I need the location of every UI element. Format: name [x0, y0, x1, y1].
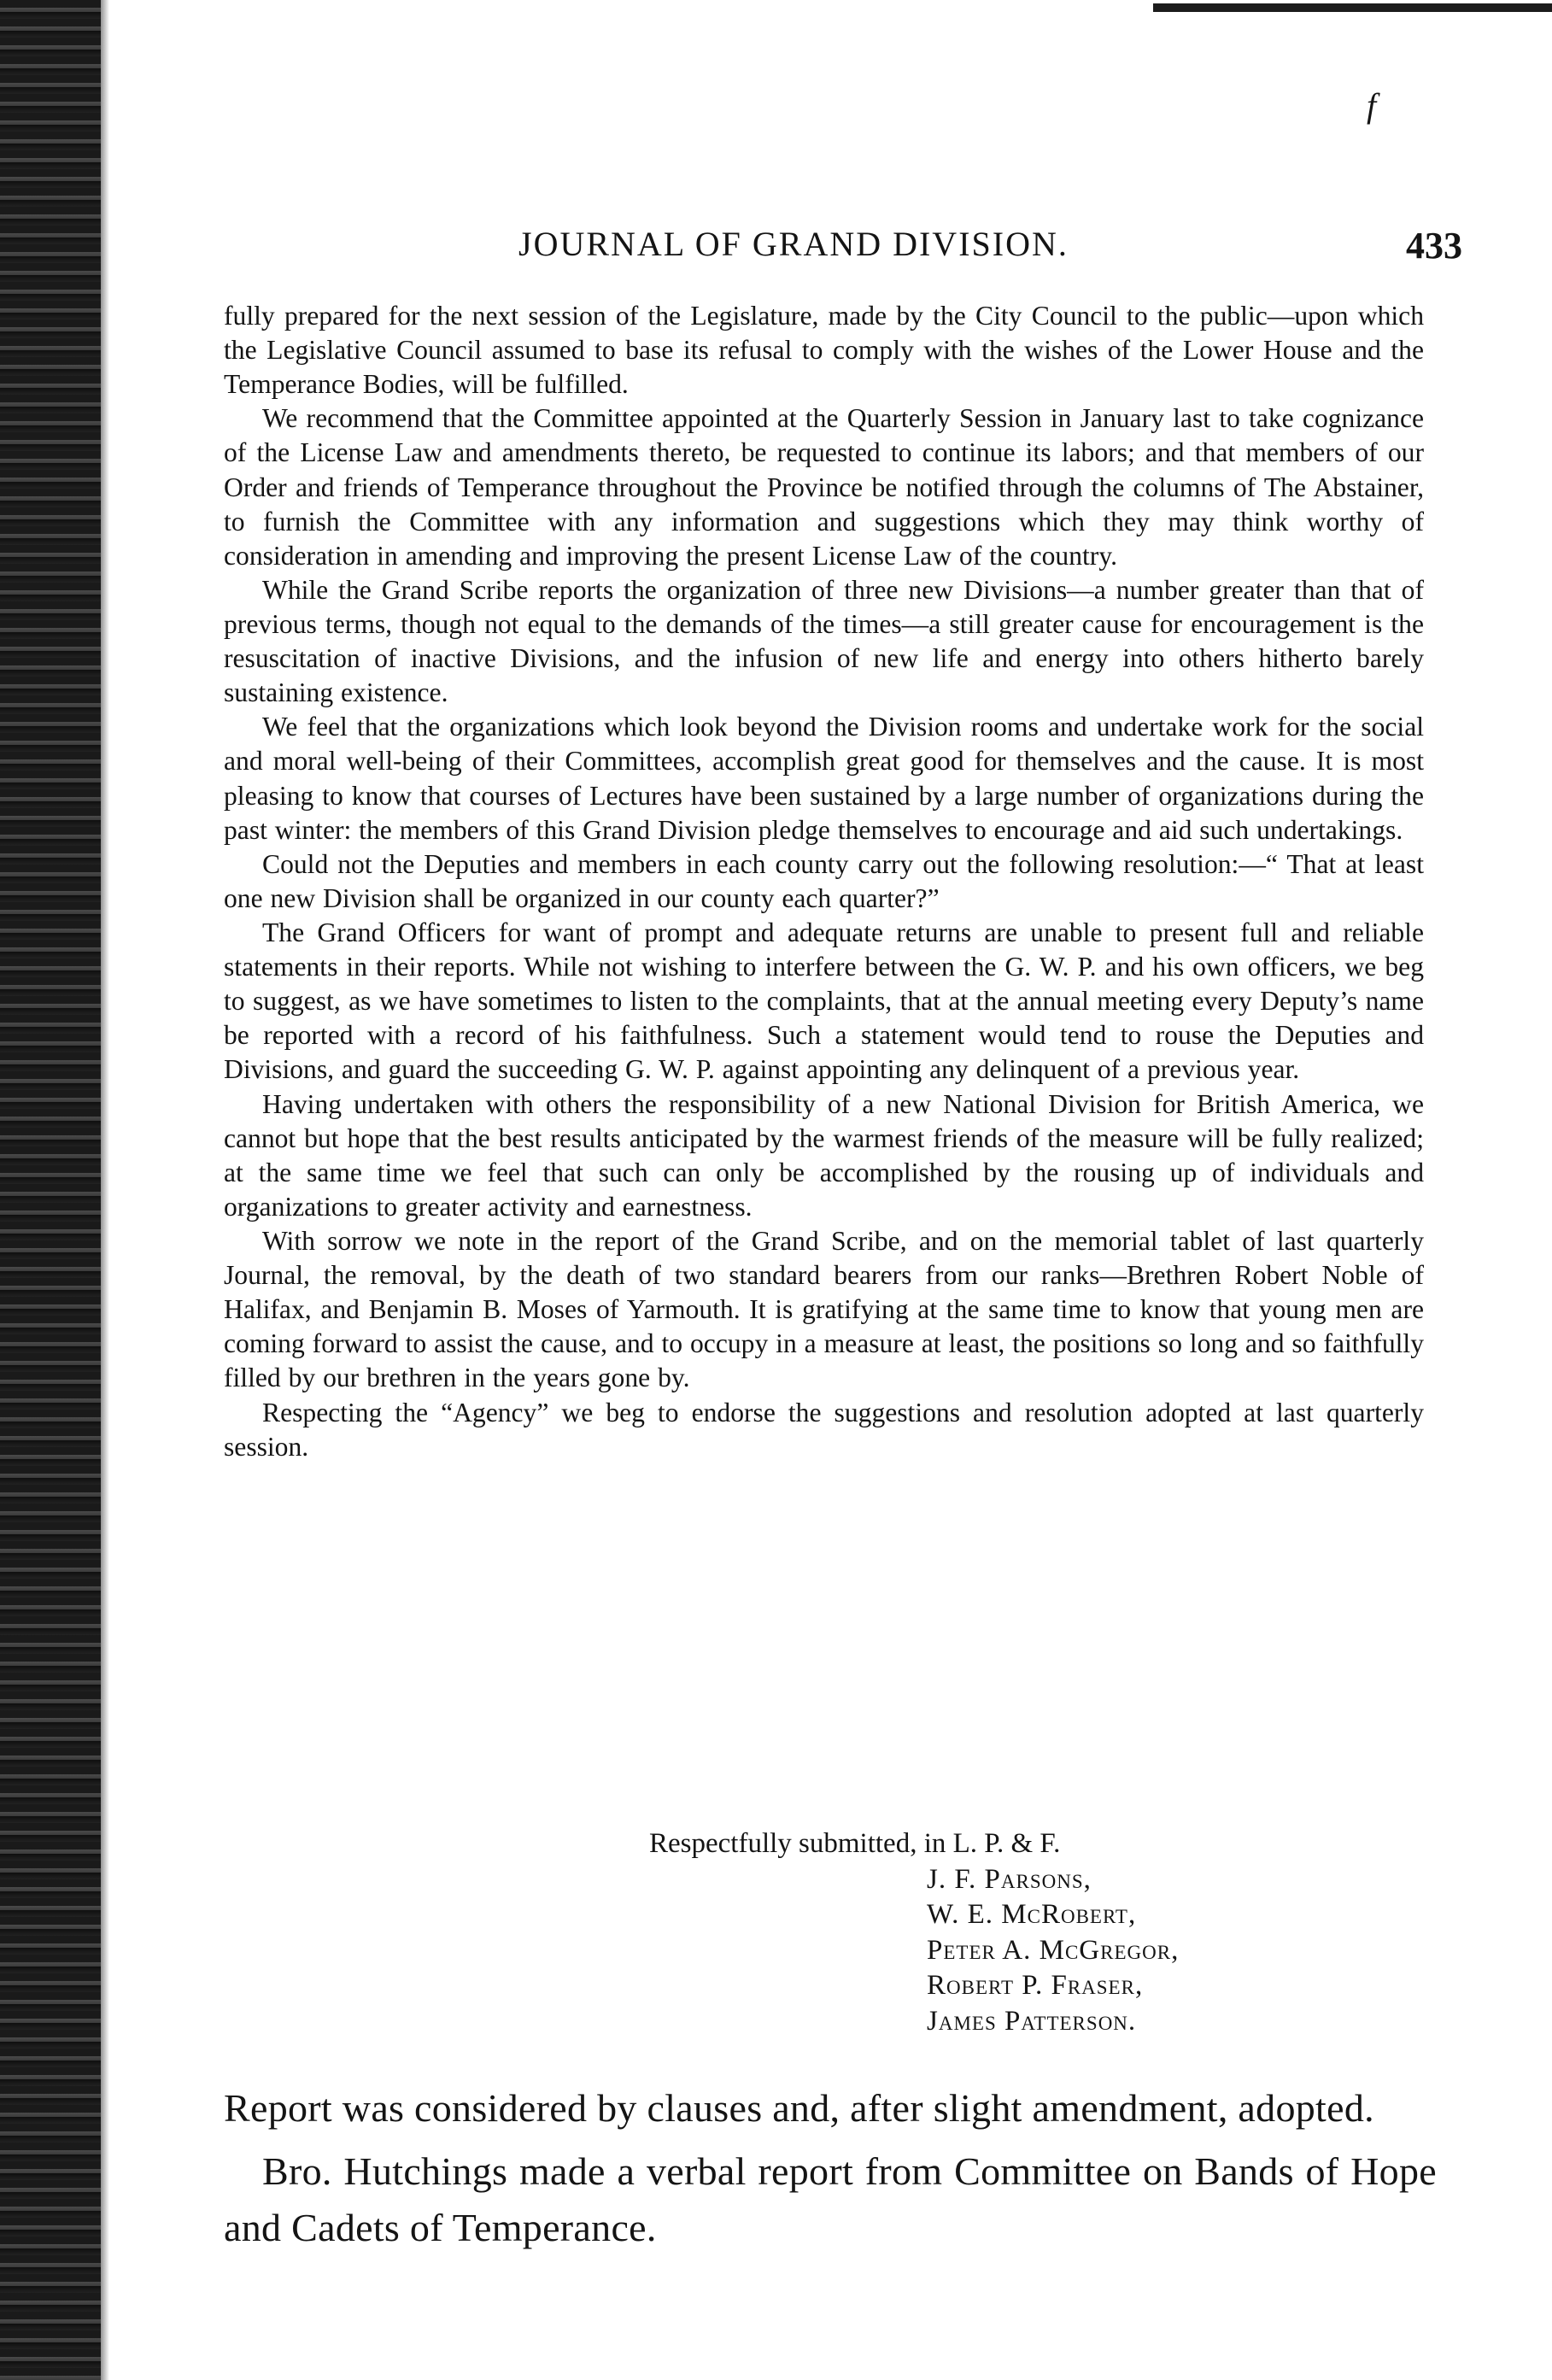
paragraph: The Grand Officers for want of prompt and adequate returns are unable to present full and reliable statements in their reports. While not wishing to interfere between the G. W. P. and his own officers, we beg to suggest, as we have sometimes to listen to the complaints, that at the annual meeting every Deputy’s name be reported with a record of his faithfulness. Such a statement would tend to rouse the Deputies and Divisions, and guard the succeeding G. W. P. against appointing any delinquent of a previous year. [224, 917, 1424, 1085]
paragraph: We recommend that the Committee appointed at the Quarterly Session in January last to take cognizance of the License Law and amendments thereto, be requested to continue its labors; and that members of our Order and friends of Temperance throughout the Province be notified through the columns of The Abstainer, to furnish the Committee with any information and suggestions which they may think worthy of consideration in amending and improving the present License Law of the country. [224, 403, 1424, 571]
report-body [224, 299, 1424, 1464]
paragraph: While the Grand Scribe reports the organization of three new Divisions—a number greater than that of previous terms, though not equal to the demands of the times—a still greater cause for encouragement is the resuscitation of inactive Divisions, and the infusion of new life and energy into others hitherto barely sustaining existence. [224, 574, 1424, 708]
paragraph: Respecting the “Agency” we beg to endorse the suggestions and resolution adopted at last quarterly session. [224, 1397, 1424, 1462]
journal-title: JOURNAL OF GRAND DIVISION. [518, 225, 1069, 263]
paragraph: With sorrow we note in the report of the Grand Scribe, and on the memorial tablet of last quarterly Journal, the removal, by the death of two standard bearers from our ranks—Brethren Robert Noble of Halifax, and Benjamin B. Moses of Yarmouth. It is gratifying at the same time to know that young men are coming forward to assist the cause, and to occupy in a measure at least, the positions so long and so faithfully filled by our brethren in the years gone by. [224, 1225, 1424, 1393]
page-number: 433 [1406, 225, 1462, 267]
minutes-entry: Report was considered by clauses and, after slight amendment, adopted. [224, 2086, 1374, 2130]
paragraph: We feel that the organizations which look beyond the Division rooms and undertake work for the social and moral well-being of their Committees, accomplish great good for themselves and the cause. It is most pleasing to know that courses of Lectures have been sustained by a large number of organizations during the past winter: the members of this Grand Division pledge themselves to encourage and aid such undertakings. [224, 712, 1424, 845]
paragraph: fully prepared for the next session of the Legislature, made by the City Council to the public—upon which the Legislative Council assumed to base its refusal to comply with the wishes of the Lower House and the Temperance Bodies, will be fulfilled. [224, 301, 1424, 400]
signatory: Peter A. McGregor, [927, 1934, 1180, 1966]
paragraph: Having undertaken with others the responsibility of a new National Division for British America, we cannot but hope that the best results anticipated by the warmest friends of the measure will be fully realized; at the same time we feel that such can only be accomplished by the rousing up of individuals and organizations to greater activity and earnestness. [224, 1088, 1424, 1222]
paragraph: Could not the Deputies and members in each county carry out the following resolution:—“ That at least one new Division shall be organized in our county each quarter?” [224, 848, 1424, 913]
running-head [224, 224, 1462, 275]
signatory: Robert P. Fraser, [927, 1970, 1144, 2002]
signatory: W. E. McRobert, [927, 1899, 1137, 1931]
minutes-entry: Bro. Hutchings made a verbal report from Committee on Bands of Hope and Cadets of Temperance. [224, 2149, 1437, 2250]
scan-binding-edge [0, 0, 101, 2380]
minutes-section [224, 2080, 1437, 2264]
signatory: James Patterson. [927, 2005, 1137, 2037]
signoff-block [649, 1826, 1179, 2039]
corner-mark: f [1367, 86, 1377, 125]
top-rule [1153, 3, 1552, 12]
signatory: J. F. Parsons, [927, 1863, 1092, 1895]
closing-line: Respectfully submitted, in L. P. & F. [649, 1828, 1061, 1859]
